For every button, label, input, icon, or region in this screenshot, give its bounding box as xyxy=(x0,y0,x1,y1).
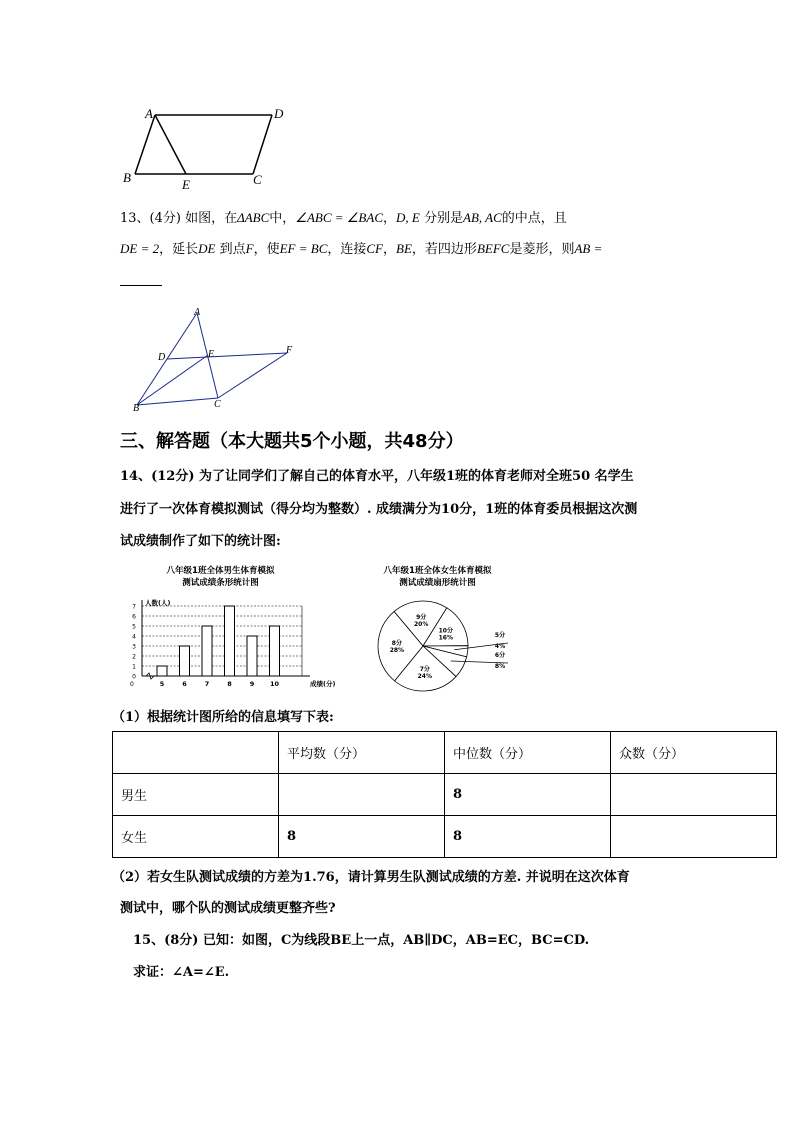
bar xyxy=(180,646,190,676)
table-header-cell: 众数（分） xyxy=(611,732,777,774)
y-tick-label: 1 xyxy=(132,663,136,671)
section-heading: 三、解答题（本大题共5个小题，共48分） xyxy=(120,431,464,452)
bar xyxy=(225,606,235,676)
q14-part1: （1）根据统计图所给的信息填写下表: xyxy=(112,710,334,725)
q13-line1: 13、(4分) 如图，在ΔABC中，∠ABC = ∠BAC，D, E 分别是AB, AC的中点，且 xyxy=(120,210,567,226)
table-header-cell: 中位数（分） xyxy=(445,732,611,774)
table-cell xyxy=(611,816,777,858)
q13-line2: DE = 2，延长DE 到点F，使EF = BC，连接CF，BE，若四边形BEFC是菱形，则AB = xyxy=(120,241,603,257)
table-header-cell: 平均数（分） xyxy=(279,732,445,774)
table-row xyxy=(113,774,777,816)
x-tick-label: 8 xyxy=(227,680,232,688)
slice-label: 8分 xyxy=(391,640,402,648)
slice-percent: 4% xyxy=(494,643,506,650)
y-tick-label: 2 xyxy=(132,653,136,661)
point-label-c: C xyxy=(253,172,262,187)
q15-line1: 15、(8分) 已知：如图，C为线段BE上一点，AB∥DC，AB=EC，BC=CD. xyxy=(133,933,590,948)
q14-part2-line1: （2）若女生队测试成绩的方差为1.76，请计算男生队测试成绩的方差. 并说明在这次体育 xyxy=(112,870,630,885)
y-tick-label: 0 xyxy=(132,673,136,681)
bar xyxy=(270,626,280,676)
x-axis-label: 成绩(分) xyxy=(310,680,336,688)
q15-line2: 求证：∠A=∠E. xyxy=(133,965,230,980)
q14-line1: 14、(12分) 为了让同学们了解自己的体育水平，八年级1班的体育老师对全班50 名学生 xyxy=(120,469,634,484)
point-label-b: B xyxy=(123,170,131,185)
x-tick-label: 9 xyxy=(249,680,255,688)
segment-be xyxy=(137,355,208,405)
table-cell: 8 xyxy=(445,816,611,858)
q13-answer-blank xyxy=(120,285,162,286)
slice-percent: 20% xyxy=(413,620,429,628)
point-label-c: C xyxy=(214,399,221,410)
point-label-b: B xyxy=(133,403,140,414)
segment-cf xyxy=(218,353,287,398)
q13-triangle-figure xyxy=(130,308,300,413)
table-cell xyxy=(279,774,445,816)
pie-chart xyxy=(375,594,515,699)
slice-label: 6分 xyxy=(494,652,506,659)
segment-bc xyxy=(137,398,218,405)
point-label-d: D xyxy=(274,106,284,121)
x-tick-label: 5 xyxy=(159,680,165,688)
segment-ab xyxy=(135,115,155,174)
q14-line2: 进行了一次体育模拟测试（得分均为整数）. 成绩满分为10分，1班的体育委员根据这次测 xyxy=(120,502,638,517)
y-tick-label: 5 xyxy=(132,623,136,631)
x-tick-label: 10 xyxy=(269,680,280,688)
point-label-a: A xyxy=(145,106,153,121)
table-header-cell xyxy=(113,732,279,774)
q14-part2-line2: 测试中，哪个队的测试成绩更整齐些? xyxy=(120,901,336,916)
y-axis-label: 人数(人) xyxy=(145,599,171,607)
bar xyxy=(247,636,257,676)
bar xyxy=(202,626,212,676)
table-cell: 男生 xyxy=(113,774,279,816)
bar xyxy=(157,666,167,676)
slice-percent: 24% xyxy=(417,673,433,681)
table-cell xyxy=(611,774,777,816)
slice-percent: 28% xyxy=(389,647,405,655)
point-label-e: E xyxy=(182,177,190,192)
point-label-e: E xyxy=(208,349,215,360)
slice-label: 9分 xyxy=(416,613,427,621)
segment-df xyxy=(167,353,287,359)
pie-chart-title: 八年级1班全体女生体育模拟 测试成绩扇形统计图 xyxy=(383,566,492,588)
q14-line3: 试成绩制作了如下的统计图: xyxy=(120,534,281,549)
slice-label: 10分 xyxy=(438,627,453,635)
table-header-row xyxy=(113,732,777,774)
x-tick-label: 6 xyxy=(182,680,187,688)
y-tick-label: 7 xyxy=(132,603,136,611)
segment-ae xyxy=(155,115,186,174)
bar-chart-title: 八年级1班全体男生体育模拟 测试成绩条形统计图 xyxy=(166,566,275,588)
y-tick-label: 6 xyxy=(132,613,136,621)
point-label-a: A xyxy=(194,307,201,318)
point-label-f: F xyxy=(286,345,293,356)
stats-table xyxy=(112,731,777,858)
slice-label: 7分 xyxy=(419,666,430,674)
origin-label: 0 xyxy=(130,681,134,688)
q12-parallelogram-figure xyxy=(115,100,295,195)
y-tick-label: 3 xyxy=(132,643,136,651)
table-cell: 女生 xyxy=(113,816,279,858)
x-tick-label: 7 xyxy=(204,680,210,688)
bar-chart xyxy=(120,588,336,698)
y-tick-label: 4 xyxy=(132,633,136,641)
table-cell: 8 xyxy=(445,774,611,816)
slice-percent: 8% xyxy=(494,663,506,670)
slice-label: 5分 xyxy=(494,632,506,639)
slice-percent: 16% xyxy=(438,634,453,642)
table-row xyxy=(113,816,777,858)
segment-dc xyxy=(253,115,272,174)
table-cell: 8 xyxy=(279,816,445,858)
point-label-d: D xyxy=(158,352,166,363)
